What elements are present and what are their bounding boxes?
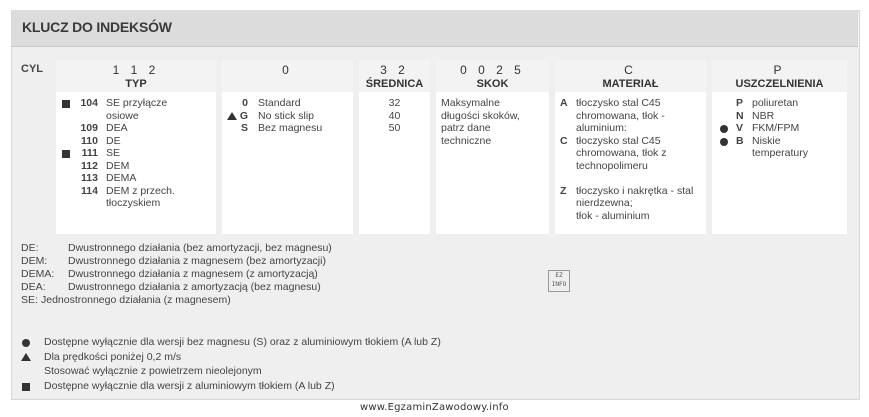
material-header	[555, 60, 706, 92]
dot-marker-icon	[21, 338, 31, 350]
typ-desc: osiowe	[106, 109, 139, 122]
typ-list	[58, 97, 216, 210]
page-title: KLUCZ DO INDEKSÓW	[22, 19, 172, 35]
material-desc: nierdzewna;	[576, 197, 633, 209]
typ-header	[56, 60, 216, 92]
skok-text	[441, 97, 547, 147]
list-item	[718, 110, 846, 123]
material-desc: chromowana, tłok z	[576, 147, 667, 159]
material-desc: tłoczysko stal C45	[576, 97, 661, 109]
square-marker-icon	[21, 382, 31, 394]
legend-def: Dwustronnego działania z amortyzacją (bez magnesu)	[68, 281, 321, 293]
material-desc: chromowana, tłok -	[576, 109, 665, 122]
typ-desc: DEM	[106, 159, 130, 172]
note-text: Stosować wyłącznie z powietrzem nieolejonym	[44, 365, 262, 377]
skok-code: 0 0 2 5	[460, 63, 525, 77]
notes-section	[21, 336, 541, 396]
typ-code-114: 114	[81, 184, 98, 197]
srednica-header	[359, 60, 430, 92]
uszczelnienia-name: USZCZELNIENIA	[735, 78, 824, 90]
material-desc: tłok - aluminium	[576, 209, 650, 222]
typ-desc: DEMA	[106, 172, 137, 184]
srednica-list	[359, 97, 430, 135]
typ-desc: DEA	[106, 122, 128, 134]
uszczelnienia-code: P	[773, 63, 786, 77]
list-item	[58, 160, 216, 173]
cyl-label: CYL	[21, 63, 43, 75]
abbreviation-legend	[21, 242, 521, 312]
skok-line: Maksymalne	[441, 97, 500, 109]
typ-code-104: 104	[80, 97, 98, 109]
seal-code-v: V	[736, 122, 744, 134]
seal-desc: temperatury	[752, 147, 809, 159]
srednica-name: ŚREDNICA	[365, 78, 424, 90]
list-item	[560, 135, 706, 185]
skok-name: SKOK	[476, 78, 509, 90]
skok-line: techniczne	[441, 134, 492, 147]
typ-code-109: 109	[80, 122, 98, 134]
note-text: Dostępne wyłącznie dla wersji bez magnesu (S) oraz z aluminiowym tłokiem (A lub Z)	[44, 336, 441, 348]
typ-code-113: 113	[81, 172, 98, 184]
skok-line: długości skoków,	[441, 109, 520, 122]
tlok-code-g: G	[239, 109, 248, 122]
tlok-list	[226, 97, 352, 135]
tlok-header	[222, 60, 353, 92]
list-item	[58, 147, 216, 160]
qr-text: INFO	[551, 281, 567, 288]
legend-abbr: DE:	[21, 242, 39, 254]
seal-desc: poliuretan	[752, 97, 799, 109]
seal-code-p: P	[736, 97, 744, 109]
material-desc: technopolimeru	[576, 159, 648, 172]
typ-desc: DEM z przech.	[106, 184, 175, 197]
typ-code-110: 110	[81, 134, 98, 147]
tlok-code-s: S	[240, 122, 248, 134]
material-name: MATERIAŁ	[602, 78, 659, 90]
list-item	[226, 122, 352, 135]
material-code-a: A	[560, 97, 568, 109]
list-item	[58, 97, 216, 122]
list-item	[58, 135, 216, 148]
list-item	[58, 122, 216, 135]
legend-abbr: DEMA:	[21, 268, 55, 280]
legend-abbr: SE:	[21, 294, 38, 306]
tlok-desc: Bez magnesu	[258, 122, 323, 134]
typ-code-112: 112	[81, 159, 98, 172]
list-item: 50	[388, 122, 401, 134]
seal-desc: FKM/FPM	[752, 122, 800, 134]
legend-def: Dwustronnego działania z magnesem (z amortyzacją)	[68, 268, 318, 280]
qr-code-icon	[548, 270, 570, 292]
seal-code-b: B	[736, 134, 744, 147]
material-code: C	[624, 63, 637, 77]
material-code-z: Z	[560, 184, 567, 197]
list-item	[58, 172, 216, 185]
typ-desc: SE przyłącze	[106, 97, 168, 109]
typ-desc: DE	[106, 134, 121, 147]
list-item	[718, 97, 846, 110]
tlok-desc: No stick slip	[258, 109, 315, 122]
material-desc: aluminium:	[576, 122, 627, 134]
skok-line: patrz dane	[441, 122, 491, 134]
legend-def: Dwustronnego działania (bez amortyzacji, bez magnesu)	[68, 242, 332, 254]
skok-header	[436, 60, 549, 92]
legend-abbr: DEA:	[21, 281, 46, 293]
list-item	[226, 97, 352, 110]
list-item	[718, 135, 846, 160]
typ-name: TYP	[125, 78, 147, 90]
note-text: Dla prędkości poniżej 0,2 m/s	[44, 351, 182, 363]
legend-def: Dwustronnego działania z magnesem (bez amortyzacji)	[68, 255, 326, 267]
dot-marker-icon	[718, 137, 730, 150]
material-code-c: C	[560, 134, 568, 147]
list-item: 32	[388, 97, 401, 109]
note-text: Dostępne wyłącznie dla wersji z aluminiowym tłokiem (A lub Z)	[44, 380, 335, 392]
seal-desc: NBR	[752, 109, 775, 122]
material-desc: tłoczysko i nakrętka - stal	[576, 184, 694, 197]
seal-code-n: N	[736, 109, 744, 122]
tlok-desc: Standard	[258, 97, 301, 109]
qr-text: EZ	[555, 272, 563, 279]
list-item	[560, 185, 706, 223]
material-desc: tłoczysko stal C45	[576, 134, 661, 147]
typ-desc: SE	[106, 147, 121, 159]
legend-def: Jednostronnego działania (z magnesem)	[41, 294, 231, 306]
triangle-marker-icon	[21, 352, 31, 364]
square-marker-icon	[60, 99, 72, 112]
seal-desc: Niskie	[752, 134, 781, 147]
srednica-code: 3 2	[380, 63, 409, 77]
typ-code: 1 1 2	[112, 63, 160, 77]
list-item: 40	[388, 109, 401, 122]
list-item	[58, 185, 216, 210]
tlok-code: 0	[282, 63, 293, 77]
uszczelnienia-header	[712, 60, 847, 92]
watermark: www.EgzaminZawodowy.info	[360, 402, 509, 413]
typ-desc: tłoczyskiem	[106, 197, 161, 209]
list-item	[718, 122, 846, 135]
legend-abbr: DEM:	[21, 255, 48, 267]
list-item	[560, 97, 706, 135]
tlok-code-0: 0	[242, 97, 248, 109]
uszczelnienia-list	[718, 97, 846, 160]
material-list	[560, 97, 706, 222]
list-item	[226, 110, 352, 123]
typ-code-111: 111	[81, 147, 98, 159]
